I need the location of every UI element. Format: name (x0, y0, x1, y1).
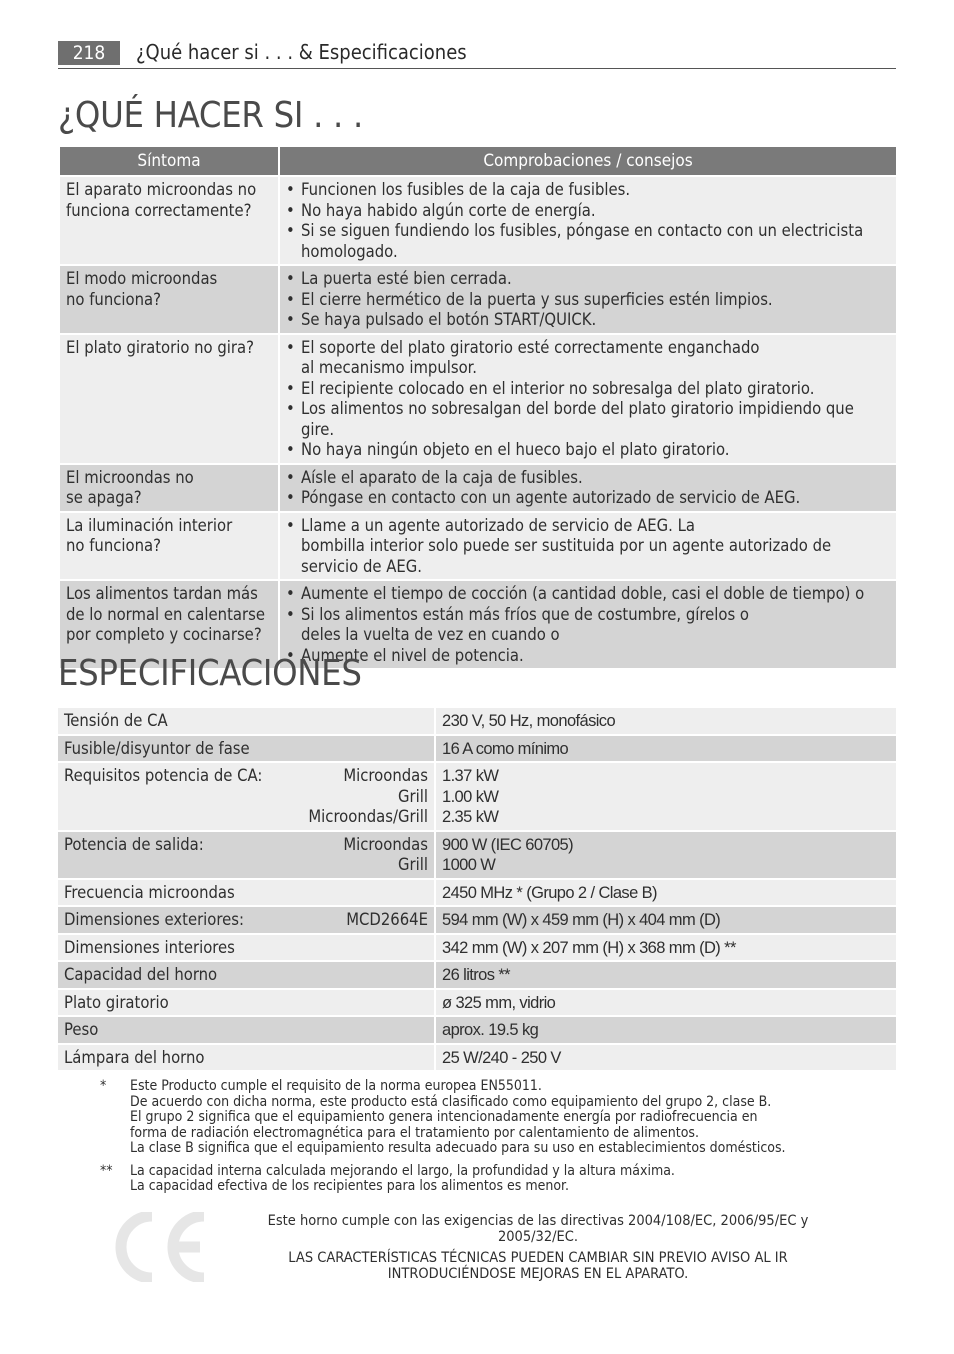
symptom-cell (59, 464, 279, 512)
symptom-line: Los alimentos tardan más (66, 584, 258, 603)
spec-value: 1.37 kW (442, 767, 499, 785)
spec-label-cell (58, 831, 435, 879)
symptom-cell (59, 176, 279, 265)
spec-row (58, 735, 896, 763)
specifications-table (58, 706, 896, 1072)
spec-value-cell (435, 1044, 896, 1072)
troubleshooting-table (58, 145, 898, 670)
checks-cell (279, 334, 897, 464)
spec-label: Dimensiones exteriores: (64, 910, 244, 929)
spec-label-cell (58, 934, 435, 962)
spec-label-cell (58, 762, 435, 831)
check-item: deles la vuelta de vez en cuando o (301, 625, 560, 644)
spec-label: Capacidad del horno (64, 965, 218, 984)
table-row (59, 265, 897, 334)
check-item: al mecanismo impulsor. (301, 358, 477, 377)
symptom-line: por completo y cocinarse? (66, 625, 262, 644)
check-item: • Llame a un agente autorizado de servicio de AEG. La (286, 516, 890, 537)
check-item: • Los alimentos no sobresalgan del borde del plato giratorio impidiendo que gire. (286, 399, 890, 440)
spec-value-cell (435, 934, 896, 962)
check-item: • Si se siguen fundiendo los fusibles, póngase en contacto con un electricista (286, 221, 890, 242)
directives-text: Este horno cumple con las exigencias de las directivas 2004/108/EC, 2006/95/EC y 2005/32/EC. (267, 1213, 809, 1245)
spec-label-cell (58, 961, 435, 989)
spec-value: 2450 MHz * (Grupo 2 / Clase B) (442, 883, 657, 902)
symptom-line: El microondas no (66, 467, 194, 487)
spec-value: ø 325 mm, vidrio (442, 993, 556, 1012)
spec-label: Tensión de CA (64, 711, 168, 730)
spec-value-cell (435, 989, 896, 1017)
spec-value-cell (435, 707, 896, 735)
footnote-mark: * (100, 1078, 107, 1094)
check-item: • Aumente el nivel de potencia. (286, 646, 890, 667)
spec-row (58, 1044, 896, 1072)
spec-row (58, 906, 896, 934)
footnote-line: De acuerdo con dicha norma, este producto está clasificado como equipamiento del grupo 2, clase B. (130, 1093, 772, 1110)
spec-label-cell (58, 906, 435, 934)
symptom-cell (59, 334, 279, 464)
spec-value: 25 W/240 - 250 V (442, 1048, 561, 1067)
spec-label: Frecuencia microondas (64, 882, 235, 902)
check-item: • No haya ningún objeto en el hueco bajo el plato giratorio. (286, 440, 890, 461)
spec-label-cell (58, 707, 435, 735)
check-item: • La puerta esté bien cerrada. (286, 269, 890, 290)
checks-cell (279, 464, 897, 512)
page-header (58, 38, 896, 69)
table-row (59, 464, 897, 512)
symptom-cell (59, 512, 279, 581)
checks-cell (279, 512, 897, 581)
symptom-line: de lo normal en calentarse (66, 604, 265, 624)
troubleshooting-title: ¿QUÉ HACER SI . . . (58, 95, 363, 136)
symptom-line: El modo microondas (66, 269, 218, 288)
check-item: • El recipiente colocado en el interior no sobresalga del plato giratorio. (286, 379, 890, 400)
spec-value: 230 V, 50 Hz, monofásico (442, 712, 616, 730)
spec-value-cell (435, 735, 896, 763)
check-item: • El soporte del plato giratorio esté correctamente enganchado (286, 338, 890, 359)
column-header-symptom: Síntoma (59, 146, 279, 176)
spec-value: 26 litros ** (442, 966, 511, 984)
footnote-line: La capacidad interna calculada mejorando el largo, la profundidad y la altura máxima. (130, 1162, 675, 1179)
page-number: 218 (58, 41, 120, 65)
spec-label-cell (58, 1016, 435, 1044)
spec-row (58, 961, 896, 989)
table-row (59, 334, 897, 464)
spec-row (58, 989, 896, 1017)
spec-value: 594 mm (W) x 459 mm (H) x 404 mm (D) (442, 911, 721, 929)
spec-value: 1.00 kW (442, 787, 499, 806)
specifications-title: ESPECIFICACIONES (58, 653, 362, 694)
spec-value-cell (435, 762, 896, 831)
spec-value-cell (435, 879, 896, 907)
check-item: bombilla interior solo puede ser sustituida por un agente autorizado de (301, 536, 832, 555)
spec-sublabel: Grill (398, 786, 428, 806)
checks-cell (279, 176, 897, 265)
footnote (100, 1079, 860, 1157)
spec-value-cell (435, 831, 896, 879)
spec-row (58, 1016, 896, 1044)
spec-sublabel: MCD2664E (346, 910, 428, 929)
spec-label: Plato giratorio (64, 992, 169, 1012)
table-header-row (59, 146, 897, 176)
footnote-line: forma de radiación electromagnética para el tratamiento por calentamiento de alimentos. (130, 1124, 699, 1141)
spec-row (58, 831, 896, 879)
check-item: servicio de AEG. (301, 556, 422, 576)
spec-label: Potencia de salida: (64, 834, 204, 854)
symptom-cell (59, 265, 279, 334)
footnote-line: Este Producto cumple el requisito de la norma europea EN55011. (130, 1078, 542, 1094)
spec-value: 342 mm (W) x 207 mm (H) x 368 mm (D) ** (442, 938, 736, 957)
spec-value: 2.35 kW (442, 808, 499, 826)
disclaimer-text: LAS CARACTERÍSTICAS TÉCNICAS PUEDEN CAMBIAR SIN PREVIO AVISO AL IR INTRODUCIÉNDOSE MEJORAS EN EL APARATO. (288, 1250, 788, 1282)
check-item: • Póngase en contacto con un agente autorizado de servicio de AEG. (286, 488, 890, 509)
spec-label: Fusible/disyuntor de fase (64, 738, 250, 758)
spec-label-cell (58, 735, 435, 763)
spec-label-cell (58, 879, 435, 907)
compliance-footer (238, 1213, 838, 1287)
spec-value: 16 A como mínimo (442, 739, 569, 758)
check-item: • Se haya pulsado el botón START/QUICK. (286, 310, 890, 331)
spec-sublabel: Grill (398, 855, 428, 874)
check-item: • Aísle el aparato de la caja de fusibles. (286, 468, 890, 489)
symptom-line: El plato giratorio no gira? (66, 337, 254, 357)
checks-cell (279, 580, 897, 669)
checks-cell (279, 265, 897, 334)
footnote-text (130, 1164, 860, 1195)
symptom-line: se apaga? (66, 488, 142, 507)
spec-row (58, 934, 896, 962)
spec-row (58, 707, 896, 735)
spec-sublabel: Microondas/Grill (308, 807, 428, 826)
spec-label: Lámpara del horno (64, 1047, 205, 1067)
symptom-line: El aparato microondas no (66, 180, 257, 199)
spec-label-cell (58, 1044, 435, 1072)
spec-value-cell (435, 1016, 896, 1044)
table-row (59, 176, 897, 265)
table-row (59, 512, 897, 581)
symptom-line: La iluminación interior (66, 515, 233, 535)
footnotes (100, 1079, 860, 1202)
footnote-line: El grupo 2 significa que el equipamiento genera intencionadamente energía por radiofrecuencia en (130, 1109, 758, 1125)
check-item: • No haya habido algún corte de energía. (286, 201, 890, 222)
ce-mark-icon (106, 1212, 212, 1282)
spec-value-cell (435, 961, 896, 989)
footnote-mark: ** (100, 1162, 113, 1179)
column-header-checks: Comprobaciones / consejos (279, 146, 897, 176)
spec-label-cell (58, 989, 435, 1017)
spec-label: Requisitos potencia de CA: (64, 766, 263, 785)
symptom-line: no funciona? (66, 536, 161, 555)
header-title: ¿Qué hacer si . . . & Especificaciones (136, 40, 467, 64)
check-item: • El cierre hermético de la puerta y sus superficies estén limpios. (286, 290, 890, 311)
spec-sublabel: Microondas (343, 834, 428, 854)
footnote (100, 1164, 860, 1195)
footnote-line: La capacidad efectiva de los recipientes para los alimentos es menor. (130, 1178, 569, 1194)
spec-value: 900 W (IEC 60705) (442, 835, 574, 854)
spec-value: aprox. 19.5 kg (442, 1021, 539, 1039)
check-item: • Funcionen los fusibles de la caja de fusibles. (286, 180, 890, 201)
check-item: • Aumente el tiempo de cocción (a cantidad doble, casi el doble de tiempo) o (286, 584, 890, 605)
spec-sublabel: Microondas (343, 766, 428, 785)
spec-label: Peso (64, 1020, 99, 1039)
footnote-text (130, 1079, 860, 1157)
spec-value: 1000 W (442, 856, 496, 874)
symptom-line: funciona correctamente? (66, 200, 252, 220)
spec-value-cell (435, 906, 896, 934)
spec-label: Dimensiones interiores (64, 937, 235, 957)
check-item: homologado. (301, 241, 398, 261)
check-item: • Si los alimentos están más fríos que de costumbre, gírelos o (286, 605, 890, 626)
symptom-line: no funciona? (66, 289, 161, 309)
spec-row (58, 879, 896, 907)
spec-row (58, 762, 896, 831)
footnote-line: La clase B significa que el equipamiento resulta adecuado para su uso en establecimientos domésticos. (130, 1140, 786, 1156)
